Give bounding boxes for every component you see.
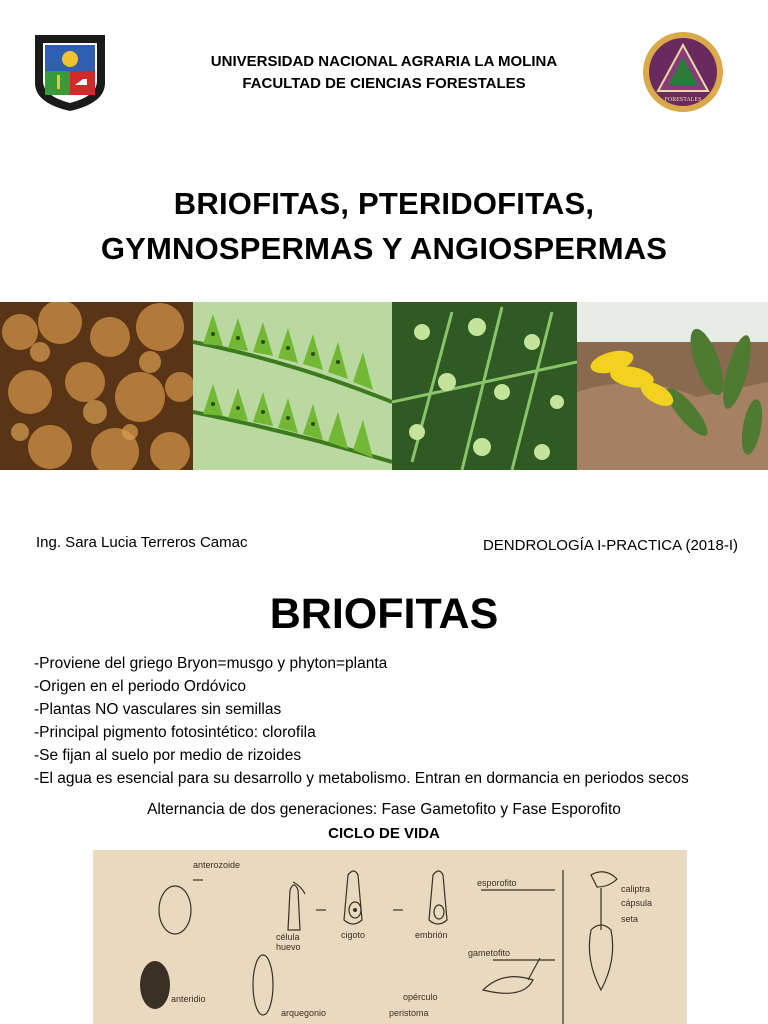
university-name: UNIVERSIDAD NACIONAL AGRARIA LA MOLINA [210, 53, 558, 70]
flower-photo [577, 302, 768, 470]
life-cycle-title: CICLO DE VIDA [328, 825, 440, 842]
bullet-item: -El agua es esencial para su desarrollo y metabolismo. Entran en dormancia en periodos secos [34, 770, 689, 787]
label-operculo: opérculo [403, 992, 438, 1002]
fern-photo [193, 302, 392, 470]
label-peristoma: peristoma [389, 1008, 429, 1018]
faculty-logo-text: FORESTALES [664, 97, 702, 103]
label-arquegonio: arquegonio [281, 1008, 327, 1018]
label-cigoto: cigoto [341, 930, 366, 940]
university-logo [33, 33, 107, 113]
course-name: DENDROLOGÍA I-PRACTICA (2018-I) [482, 537, 738, 554]
label-anteridio: anteridio [171, 994, 206, 1004]
label-capsula: cápsula [621, 898, 653, 908]
bullet-item: -Origen en el periodo Ordóvico [34, 678, 246, 695]
label-embrion: embrión [415, 930, 448, 940]
faculty-name: FACULTAD DE CIENCIAS FORESTALES [242, 75, 526, 92]
label-seta: seta [621, 914, 639, 924]
generation-caption: Alternancia de dos generaciones: Fase Gametofito y Fase Esporofito [147, 801, 621, 818]
faculty-logo [642, 31, 724, 113]
conifer-photo [392, 302, 577, 470]
bullet-item: -Se fijan al suelo por medio de rizoides [34, 747, 302, 764]
main-title-line-1: BRIOFITAS, PTERIDOFITAS, [173, 186, 595, 221]
bullet-item: -Plantas NO vasculares sin semillas [34, 701, 282, 718]
label-celula: célula [276, 932, 300, 942]
label-huevo: huevo [276, 942, 301, 952]
author-name: Ing. Sara Lucia Terreros Camac [36, 534, 248, 551]
life-cycle-diagram [93, 850, 687, 1024]
section-title: BRIOFITAS [269, 590, 499, 638]
main-title-line-2: GYMNOSPERMAS Y ANGIOSPERMAS [100, 231, 668, 266]
label-caliptra: caliptra [621, 884, 651, 894]
label-esporofito: esporofito [477, 878, 517, 888]
bullet-item: -Proviene del griego Bryon=musgo y phyton=planta [34, 655, 388, 672]
moss-photo [0, 302, 193, 470]
bullet-item: -Principal pigmento fotosintético: clorofila [34, 724, 316, 741]
bullet-list [34, 652, 744, 790]
label-gametofito: gametofito [468, 948, 511, 958]
label-anterozoide: anterozoide [193, 860, 241, 870]
